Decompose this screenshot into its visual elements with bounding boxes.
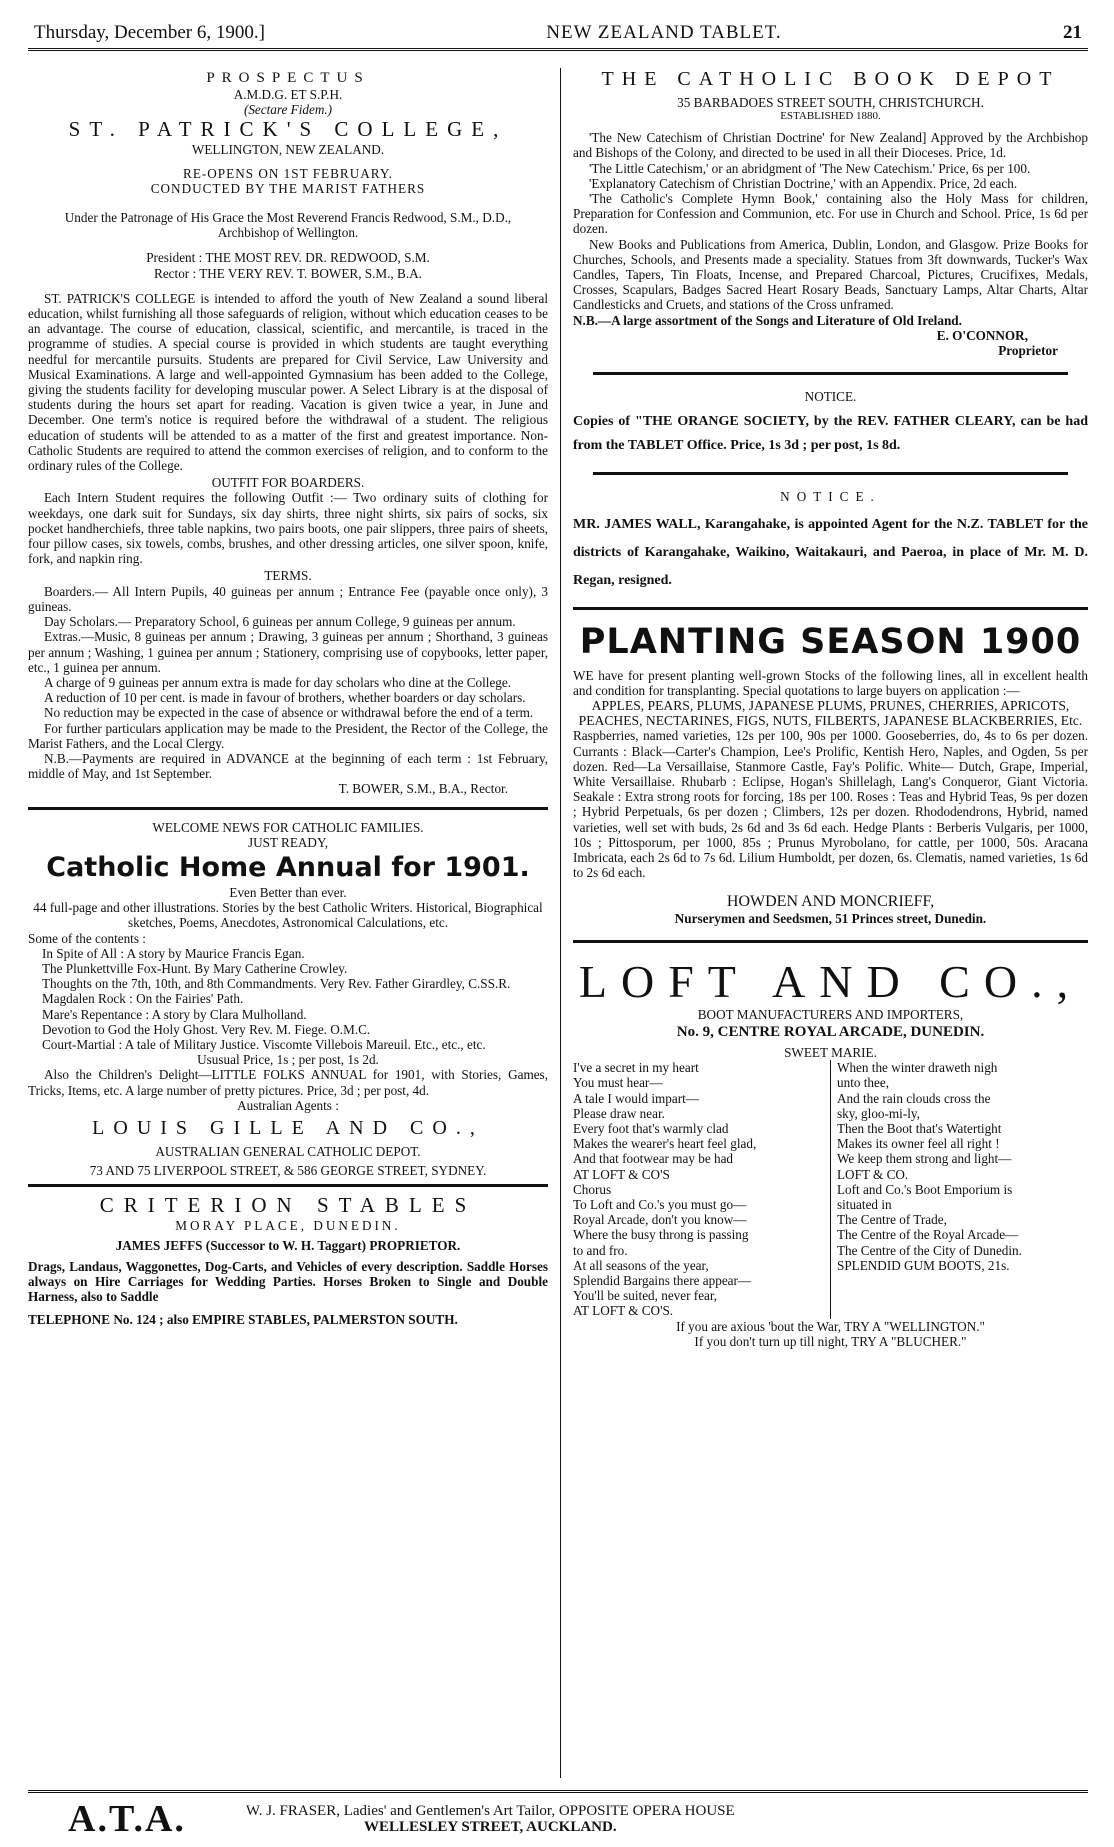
song-line: LOFT & CO. bbox=[837, 1166, 909, 1182]
footer-ad bbox=[28, 1790, 1088, 1841]
terms-list bbox=[28, 584, 548, 782]
song-line: Royal Arcade, don't you know— bbox=[573, 1212, 747, 1228]
patronage-line: Under the Patronage of His Grace the Most Reverend Francis Redwood, S.M., D.D., Archbishop of Wellington. bbox=[64, 210, 512, 241]
just-ready-line: JUST READY, bbox=[247, 834, 329, 850]
sectare-line: (Sectare Fidem.) bbox=[243, 102, 333, 118]
divider bbox=[573, 607, 1088, 610]
criterion-stables-ad bbox=[28, 1193, 548, 1327]
depot-item: 'Explanatory Catechism of Christian Doctrine,' with an Appendix. Price, 2d each. bbox=[589, 175, 1018, 191]
reopens-line: RE-OPENS ON 1ST FEBRUARY. bbox=[183, 165, 393, 181]
ata-logo: A.T.A. bbox=[68, 1798, 186, 1840]
song-line: To Loft and Co.'s you must go— bbox=[573, 1196, 747, 1212]
right-column bbox=[573, 68, 1088, 1349]
song-line: situated in bbox=[837, 1196, 892, 1212]
song-line: You must hear— bbox=[573, 1075, 663, 1091]
song-line: Splendid Bargains there appear— bbox=[573, 1272, 752, 1288]
header-date: Thursday, December 6, 1900.] bbox=[34, 22, 265, 43]
song-line: Please draw near. bbox=[573, 1105, 665, 1121]
criterion-title: CRITERION STABLES bbox=[99, 1193, 477, 1218]
even-better-line: Even Better than ever. bbox=[229, 884, 347, 900]
prospectus-ad bbox=[28, 70, 548, 797]
song-line: to and fro. bbox=[573, 1242, 628, 1258]
book-depot-items bbox=[573, 130, 1088, 312]
song-line: When the winter draweth nigh bbox=[837, 1060, 998, 1076]
divider bbox=[593, 372, 1068, 375]
loft-subtitle: BOOT MANUFACTURERS AND IMPORTERS, bbox=[697, 1006, 964, 1022]
song-line: The Centre of Trade, bbox=[837, 1212, 947, 1228]
loft-ad bbox=[573, 957, 1088, 1349]
terms-item: No reduction may be expected in the case of absence or withdrawal before the end of a term. bbox=[44, 705, 534, 721]
catholic-annual-ad bbox=[28, 820, 548, 1179]
fraser-line-1: W. J. FRASER, Ladies' and Gentlemen's Art Tailor, OPPOSITE OPERA HOUSE bbox=[245, 1803, 735, 1819]
page-header bbox=[28, 22, 1088, 51]
notice-text: MR. JAMES WALL, Karangahake, is appointed Agent for the N.Z. TABLET for the districts of Karangahake, Waikino, Waitakauri, and Paeroa, in place of Mr. M. D. Regan, resigned. bbox=[573, 516, 1088, 588]
annual-description: 44 full-page and other illustrations. Stories by the best Catholic Writers. Historical, Biographical sketches, Poems, Anecdotes, Astronomical Calculations, etc. bbox=[33, 900, 543, 931]
terms-item: Boarders.— All Intern Pupils, 40 guineas per annum ; Entrance Fee (payable once only), 3 guineas. bbox=[28, 583, 548, 614]
outfit-text: Each Intern Student requires the following Outfit :— Two ordinary suits of clothing for weekdays, one dark suit for Sundays, six day shirts, three night shirts, six pairs of socks, six pocket handherchiefs, three table napkins, two pairs boots, one pair slippers, three pairs of sheets, four pillow cases, six towels, combs, brushes, and other dressing articles, one silver spoon, knife, fork, and napkin ring. bbox=[28, 490, 548, 567]
rector-line: Rector : THE VERY REV. T. BOWER, S.M., B.A. bbox=[154, 265, 422, 281]
depot-item: 'The Catholic's Complete Hymn Book,' containing also the Holy Mass for children, Preparation for Confession and Communion, etc. For use in Church and School. Price, 1s 6d per dozen. bbox=[573, 191, 1088, 237]
terms-item: Extras.—Music, 8 guineas per annum ; Drawing, 3 guineas per annum ; Shorthand, 3 guineas per annum ; Washing, 1 guinea per annum ; Stationery, comprising use of copybooks, letter paper, etc., 1 guinea per annum. bbox=[28, 629, 548, 675]
fraser-ad bbox=[246, 1803, 735, 1835]
song-line: Then the Boot that's Watertight bbox=[837, 1120, 1002, 1136]
welcome-line: WELCOME NEWS FOR CATHOLIC FAMILIES. bbox=[152, 819, 424, 835]
gille-address: 73 AND 75 LIVERPOOL STREET, & 586 GEORGE STREET, SYDNEY. bbox=[89, 1163, 487, 1179]
terms-item: N.B.—Payments are required in ADVANCE at the beginning of each term : 1st February, middle of May, and 1st September. bbox=[28, 750, 548, 782]
contents-item: Magdalen Rock : On the Fairies' Path. bbox=[42, 991, 244, 1007]
terms-item: A charge of 9 guineas per annum extra is made for day scholars who dine at the College. bbox=[44, 674, 512, 690]
terms-item: For further particulars application may be made to the President, the Rector of the College, the Marist Fathers, and the Local Clergy. bbox=[28, 720, 548, 751]
book-depot-nb: N.B.—A large assortment of the Songs and Literature of Old Ireland. bbox=[573, 312, 962, 328]
header-page-number: 21 bbox=[1063, 22, 1082, 43]
depot-line: AUSTRALIAN GENERAL CATHOLIC DEPOT. bbox=[155, 1143, 421, 1159]
divider bbox=[593, 472, 1068, 475]
divider bbox=[28, 807, 548, 810]
orange-society-notice bbox=[573, 389, 1088, 458]
annual-title: Catholic Home Annual for 1901. bbox=[46, 851, 530, 883]
song-line: You'll be suited, never fear, bbox=[573, 1288, 718, 1304]
depot-item: 'The Little Catechism,' or an abridgment of 'The New Catechism.' Price, 6s per 100. bbox=[589, 160, 1031, 176]
contents-item: Thoughts on the 7th, 10th, and 8th Commandments. Very Rev. Father Girardley, C.SS.R. bbox=[42, 976, 511, 992]
notice-heading: NOTICE. bbox=[804, 389, 857, 405]
song-line: AT LOFT & CO'S. bbox=[573, 1303, 674, 1319]
book-depot-title: THE CATHOLIC BOOK DEPOT bbox=[601, 68, 1060, 90]
song-line: Where the busy throng is passing bbox=[573, 1227, 749, 1243]
song-columns bbox=[573, 1060, 1088, 1318]
divider bbox=[573, 940, 1088, 943]
book-depot-address: 35 BARBADOES STREET SOUTH, CHRISTCHURCH. bbox=[677, 95, 984, 110]
war-line-2: If you don't turn up till night, TRY A "BLUCHER." bbox=[694, 1333, 967, 1349]
book-depot-established: ESTABLISHED 1880. bbox=[780, 110, 881, 123]
college-body: ST. PATRICK'S COLLEGE is intended to afford the youth of New Zealand a sound liberal education, whilst furnishing all those safeguards of religion, without which education ceases to be an advantage. The course of education, classical, scientific, and mercantile, is traced in the programme of studies. A special course is provided in which students are taught everything needful for mercantile pursuits. Students are prepared for Civil Service, Law University and Musical Examinations. A large and well-appointed Gymnasium has been added to the College, giving the students facility for developing muscular power. A Select Library is at the disposal of students during the hours set apart for reading. Vacation is given twice a year, in June and December. One term's notice is required before the withdrawal of a student. The religious education of students will be attended to as a matter of the first and greatest importance. Non-Catholic Students are required to attend the common exercises of religion, and to conform to the ordinary rules of the College. bbox=[28, 290, 548, 474]
outfit-heading: OUTFIT FOR BOARDERS. bbox=[211, 475, 365, 491]
contents-item: Devotion to God the Holy Ghost. Very Rev. M. Fiege. O.M.C. bbox=[42, 1021, 371, 1037]
song-line: AT LOFT & CO'S bbox=[573, 1166, 670, 1182]
terms-item: A reduction of 10 per cent. is made in favour of brothers, whether boarders or day scholars. bbox=[44, 690, 526, 706]
loft-address: No. 9, CENTRE ROYAL ARCADE, DUNEDIN. bbox=[676, 1023, 985, 1040]
planting-title: PLANTING SEASON 1900 bbox=[579, 621, 1082, 662]
song-line: sky, gloo-mi-ly, bbox=[837, 1105, 920, 1121]
planting-firm: HOWDEN AND MONCRIEFF, bbox=[726, 892, 935, 910]
fraser-line-2: WELLESLEY STREET, AUCKLAND. bbox=[364, 1819, 617, 1835]
notice-text: Copies of "THE ORANGE SOCIETY, by the REV. FATHER CLEARY, can be had from the TABLET Office. Price, 1s 3d ; per post, 1s 8d. bbox=[573, 414, 1088, 454]
planting-body: Raspberries, named varieties, 12s per 100, 90s per 1000. Gooseberries, do, 4s to 6s per dozen. Currants : Black—Carter's Champion, Lee's Prolific, Kentish Hero, Naples, and Ogden, 5s per dozen. Red—La Versaillaise, Stanmore Castle, Fay's Polific. White— Dutch, Grape, Imperial, White Versaillaise. Rhubarb : Eclipse, Hogan's Shillelagh, Lang's Conqueror, Giant Victoria. Seakale : Extra strong roots for forcing, 18s per 100. Roses : Teas and Hybrid Teas, 9s per dozen ; Hybrid Perpetuals, 6s per dozen ; Climbers, 12s per dozen. Rhododendrons, Hybrid, named varieties, well set with buds, 2s 6d and 3s 6d each. Hedge Plants : Berberis Vulgaris, per 1000, 10s ; Pittosporum, per 1000, 85s ; Prunus Myrobolano, for cattle, per 1000, 50s. Aracana Imbricata, each 2s 6d to 7s 6d. Lilium Humboldt, per dozen, 6s. Clematis, named varieties, 1s 6d to 2s 6d each. bbox=[573, 728, 1088, 881]
contents-item: Mare's Repentance : A story by Clara Mulholland. bbox=[42, 1006, 307, 1022]
annual-price: Ususual Price, 1s ; per post, 1s 2d. bbox=[197, 1052, 379, 1068]
book-depot-sig-name: E. O'CONNOR, bbox=[936, 327, 1028, 343]
criterion-telephone: TELEPHONE No. 124 ; also EMPIRE STABLES, PALMERSTON SOUTH. bbox=[28, 1312, 458, 1328]
contents-label: Some of the contents : bbox=[28, 930, 146, 946]
song-line: SPLENDID GUM BOOTS, 21s. bbox=[837, 1257, 1010, 1273]
college-name: ST. PATRICK'S COLLEGE, bbox=[68, 117, 508, 142]
college-location: WELLINGTON, NEW ZEALAND. bbox=[191, 142, 385, 158]
left-column bbox=[28, 68, 548, 1328]
song-line: unto thee, bbox=[837, 1075, 890, 1091]
criterion-description: Drags, Landaus, Waggonettes, Dog-Carts, and Vehicles of every description. Saddle Horses always on Hire Carriages for Wedding Parties. Horses Broken to Single and Double Harness, also to Saddle bbox=[28, 1258, 548, 1305]
criterion-proprietor: JAMES JEFFS (Successor to W. H. Taggart) PROPRIETOR. bbox=[115, 1237, 461, 1253]
song-line: Every foot that's warmly clad bbox=[573, 1120, 729, 1136]
song-line: And that footwear may be had bbox=[573, 1151, 734, 1167]
song-line: The Centre of the City of Dunedin. bbox=[837, 1242, 1022, 1258]
song-line: At all seasons of the year, bbox=[573, 1257, 709, 1273]
song-title: SWEET MARIE. bbox=[784, 1044, 877, 1060]
notice-heading: NOTICE. bbox=[780, 489, 881, 505]
song-right-column bbox=[831, 1060, 1088, 1318]
book-depot-sig-title: Proprietor bbox=[998, 343, 1058, 359]
planting-list: APPLES, PEARS, PLUMS, JAPANESE PLUMS, PRUNES, CHERRIES, APRICOTS, PEACHES, NECTARINES, FIGS, NUTS, FILBERTS, JAPANESE BLACKBERRIES, Etc. bbox=[578, 698, 1083, 729]
terms-item: Day Scholars.— Preparatory School, 6 guineas per annum College, 9 guineas per annum. bbox=[44, 614, 516, 630]
song-line: The Centre of the Royal Arcade— bbox=[837, 1227, 1019, 1243]
divider bbox=[28, 1184, 548, 1187]
agents-label: Australian Agents : bbox=[237, 1097, 339, 1113]
amdg-line: A.M.D.G. ET S.P.H. bbox=[233, 87, 343, 102]
song-line: We keep them strong and light— bbox=[837, 1151, 1012, 1167]
column-divider bbox=[560, 68, 561, 1778]
song-line: Chorus bbox=[573, 1181, 612, 1197]
depot-item: New Books and Publications from America, Dublin, London, and Glasgow. Prize Books for Churches, Schools, and Presents made a speciality. Statues from 3ft downwards, Tucker's Wax Candles, Tapers, Tin Floats, Incense, and Prepared Charcoal, Pictures, Crucifixes, Medals, Crosses, Scapulars, Badges Sacred Heart Rosary Beads, Sanctuary Lamps, Altar Charts, Altar Candlesticks and Cruets, and stations of the Cross unframed. bbox=[573, 236, 1088, 313]
song-line: Makes the wearer's heart feel glad, bbox=[573, 1136, 757, 1152]
contents-item: Court-Martial : A tale of Military Justice. Viscomte Villebois Mareuil. Etc., etc., etc. bbox=[42, 1036, 486, 1052]
song-line: I've a secret in my heart bbox=[573, 1060, 699, 1076]
header-title: NEW ZEALAND TABLET. bbox=[546, 22, 782, 43]
war-line-1: If you are axious 'bout the War, TRY A "WELLINGTON." bbox=[676, 1318, 985, 1334]
book-depot-ad bbox=[573, 68, 1088, 358]
rector-signature: T. BOWER, S.M., B.A., Rector. bbox=[338, 781, 508, 797]
loft-title: LOFT AND CO., bbox=[578, 955, 1083, 1007]
contents-item: In Spite of All : A story by Maurice Francis Egan. bbox=[42, 945, 305, 961]
song-line: And the rain clouds cross the bbox=[837, 1090, 991, 1106]
agent-notice bbox=[573, 489, 1088, 594]
little-folks-line: Also the Children's Delight—LITTLE FOLKS ANNUAL for 1901, with Stories, Games, Tricks, Items, etc. A large number of pretty pictures. Price, 3d ; per post, 4d. bbox=[28, 1067, 548, 1098]
terms-heading: TERMS. bbox=[264, 568, 312, 584]
song-left-column bbox=[573, 1060, 831, 1318]
song-line: Makes its owner feel all right ! bbox=[837, 1136, 1000, 1152]
contents-list bbox=[28, 946, 548, 1052]
conducted-line: CONDUCTED BY THE MARIST FATHERS bbox=[150, 180, 426, 196]
depot-item: 'The New Catechism of Christian Doctrine' for New Zealand] Approved by the Archbishop and Bishops of the Colony, and directed to be used in all their Dioceses. Price, 1d. bbox=[573, 130, 1088, 161]
song-line: Loft and Co.'s Boot Emporium is bbox=[837, 1181, 1013, 1197]
planting-firm-address: Nurserymen and Seedsmen, 51 Princes street, Dunedin. bbox=[674, 910, 987, 926]
prospectus-title: PROSPECTUS bbox=[206, 70, 370, 86]
planting-intro: WE have for present planting well-grown Stocks of the following lines, all in excellent health and condition for transplanting. Special quotations to large buyers on application :— bbox=[573, 667, 1088, 698]
president-line: President : THE MOST REV. DR. REDWOOD, S.M. bbox=[146, 250, 430, 266]
criterion-place: MORAY PLACE, DUNEDIN. bbox=[175, 1218, 401, 1234]
gille-name: LOUIS GILLE AND CO., bbox=[92, 1116, 484, 1139]
planting-season-ad bbox=[573, 622, 1088, 926]
song-line: A tale I would impart— bbox=[573, 1090, 699, 1106]
contents-item: The Plunkettville Fox-Hunt. By Mary Catherine Crowley. bbox=[42, 960, 348, 976]
